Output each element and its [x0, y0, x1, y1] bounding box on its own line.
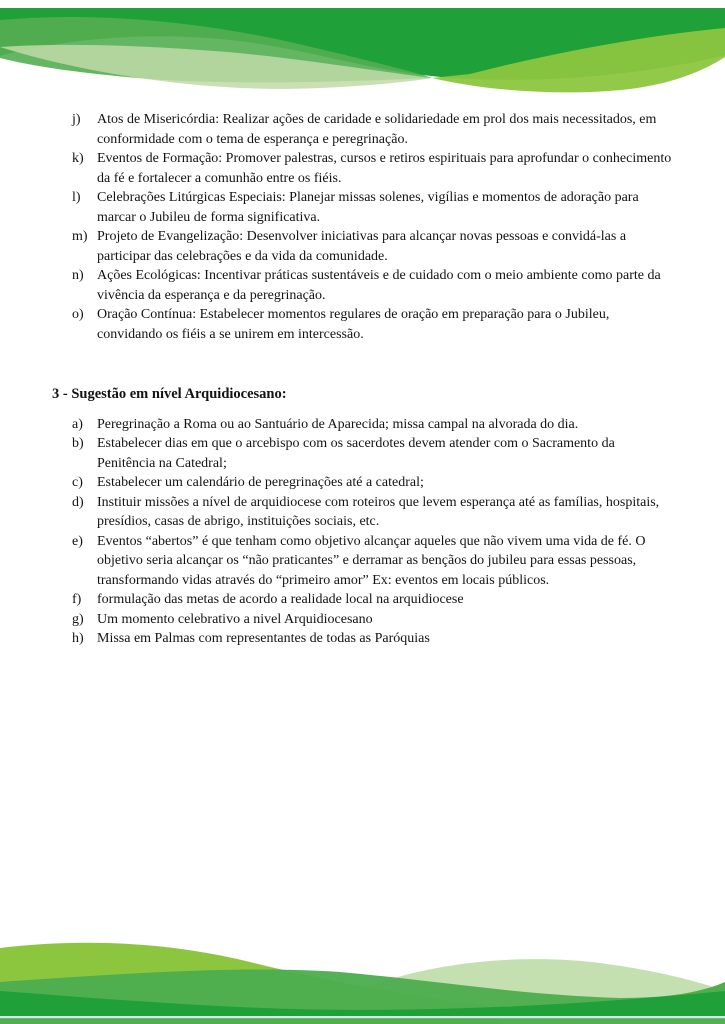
list-item-marker: k) — [72, 151, 84, 166]
list-item-marker: j) — [72, 112, 81, 127]
list-item-text: Um momento celebrativo a nivel Arquidiocesano — [97, 611, 373, 627]
list-item — [72, 227, 675, 266]
list-item-marker: h) — [72, 631, 84, 646]
list-item-marker: l) — [72, 190, 81, 205]
list-item — [72, 415, 675, 435]
list-item-marker: o) — [72, 307, 84, 322]
document-content — [52, 110, 675, 649]
list-item — [72, 305, 675, 344]
list-item-marker: f) — [72, 592, 82, 607]
list-item-text: Estabelecer um calendário de peregrinações até a catedral; — [97, 475, 424, 490]
list-item-marker: a) — [72, 416, 83, 432]
list-item — [72, 532, 675, 591]
list-item-text: formulação das metas de acordo a realidade local na arquidiocese — [97, 592, 464, 607]
section-heading: 3 - Sugestão em nível Arquidiocesano: — [52, 386, 287, 402]
list-item — [72, 590, 675, 610]
list-item-text: Eventos “abertos” é que tenham como objetivo alcançar aqueles que não vivem uma vida de fé. O objetivo seria alcançar os “não praticantes” e derramar as bençãos do jubileu para essas pessoas, transformando vidas através do “primeiro amor” Ex: eventos em locais públicos. — [97, 533, 646, 588]
list-item-text: Projeto de Evangelização: Desenvolver iniciativas para alcançar novas pessoas e convidá-las a participar das celebrações e da vida da comunidade. — [97, 229, 627, 264]
list-item-text: Peregrinação a Roma ou ao Santuário de Aparecida; missa campal na alvorada do dia. — [97, 416, 579, 432]
list-item-text: Eventos de Formação: Promover palestras, cursos e retiros espirituais para aprofundar o conhecimento da fé e fortalecer a comunhão entre os fiéis. — [97, 151, 672, 186]
list-item — [72, 493, 675, 532]
list-item — [72, 629, 675, 649]
list-item-marker: d) — [72, 494, 84, 510]
list-item-text: Atos de Misericórdia: Realizar ações de caridade e solidariedade em prol dos mais necessitados, em conformidade com o tema de esperança e peregrinação. — [97, 112, 657, 147]
list-item — [72, 266, 675, 305]
list-item-text: Ações Ecológicas: Incentivar práticas sustentáveis e de cuidado com o meio ambiente como parte da vivência da esperança e da peregrinação. — [97, 268, 661, 303]
list-item-marker: e) — [72, 533, 83, 549]
list-item-marker: g) — [72, 611, 84, 627]
top-wave-banner-graphic — [0, 0, 725, 102]
list-item — [72, 473, 675, 493]
bottom-wave-banner-graphic — [0, 920, 725, 1024]
list-item-marker: n) — [72, 268, 84, 283]
list-j-to-o — [72, 110, 675, 344]
list-item-marker: c) — [72, 475, 83, 490]
list-item — [72, 610, 675, 630]
list-a-to-h — [72, 415, 675, 649]
list-item — [72, 110, 675, 149]
list-item-text: Oração Contínua: Estabelecer momentos regulares de oração em preparação para o Jubileu, convidando os fiéis a se unirem em intercessão. — [97, 307, 610, 342]
list-item-text: Estabelecer dias em que o arcebispo com os sacerdotes devem atender com o Sacramento da Penitência na Catedral; — [97, 436, 615, 471]
list-item-text: Instituir missões a nível de arquidiocese com roteiros que levem esperança até as famílias, hospitais, presídios, casas de abrigo, instituições sociais, etc. — [97, 494, 660, 529]
list-item-marker: b) — [72, 436, 84, 451]
list-item-text: Celebrações Litúrgicas Especiais: Planejar missas solenes, vigílias e momentos de adoração para marcar o Jubileu de forma significativa. — [97, 190, 639, 225]
list-item — [72, 434, 675, 473]
list-item-text: Missa em Palmas com representantes de todas as Paróquias — [97, 631, 430, 646]
list-item — [72, 188, 675, 227]
list-item-marker: m) — [72, 229, 88, 244]
list-item — [72, 149, 675, 188]
